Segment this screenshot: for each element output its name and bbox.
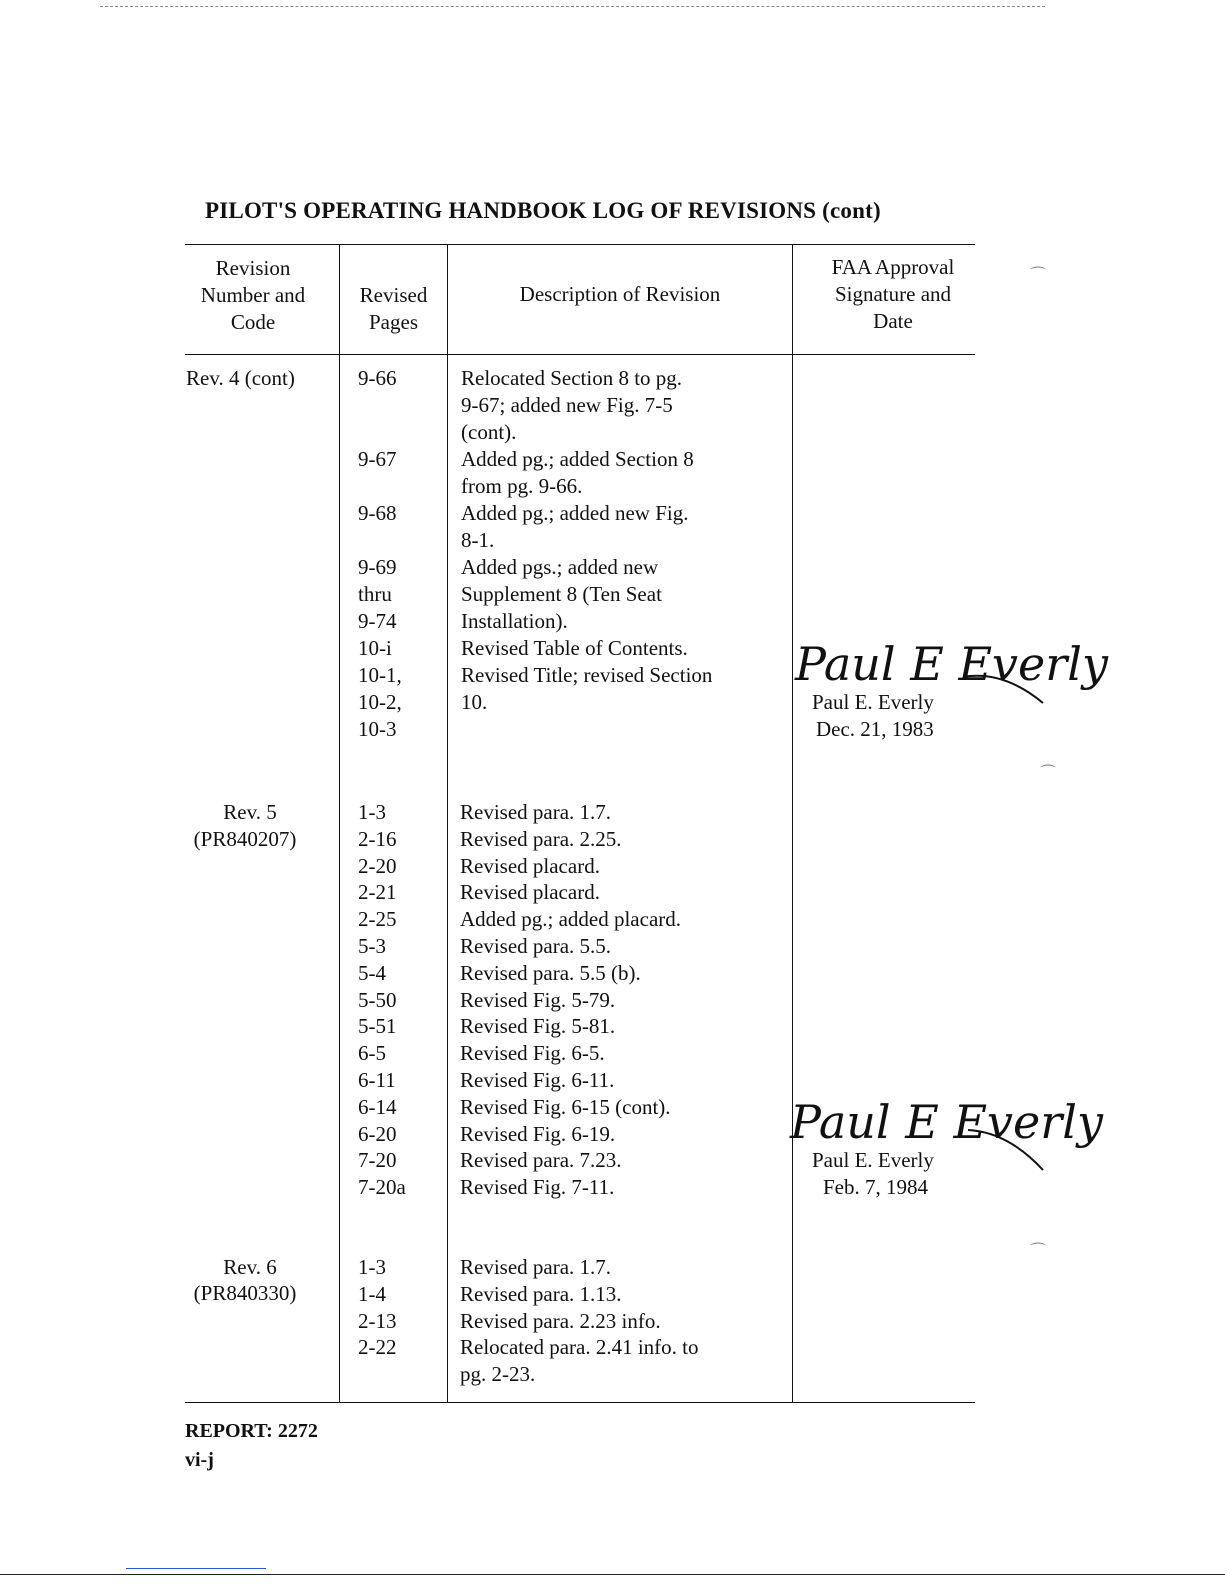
header-bottom-rule [185,354,975,355]
revised-page-entry: 2-16 [358,826,397,851]
revised-page-entry: 1-3 [358,800,386,824]
column-divider-2 [447,244,448,1402]
revision-description-line: Added pg.; added new Fig. [461,501,689,525]
rev5-approval-date: Feb. 7, 1984 [823,1175,928,1199]
scan-edge-bottom [0,1574,1225,1575]
revised-page-entry: 9-66 [358,366,397,390]
revision-description-line: Revised para. 7.23. [460,1148,622,1173]
revision-description-line: Revised para. 1.7. [460,800,612,824]
rev4-signer-name: Paul E. Everly [812,690,934,714]
rev4-label: Rev. 4 (cont) [186,366,295,390]
revision-description-line: Added pgs.; added new [461,555,659,579]
rev4-approval-date: Dec. 21, 1983 [816,717,934,741]
revised-page-entry: 10-i [358,636,392,660]
revision-description-line: Installation). [461,609,568,633]
revised-page-entry: 1-4 [358,1281,386,1306]
margin-mark-1: ⌒ [1030,267,1047,284]
revision-description-line: (cont). [461,420,517,444]
revised-page-entry: 9-74 [358,609,397,633]
revision-description-line: Revised Fig. 6-5. [460,1041,605,1066]
revised-page-entry: 9-68 [358,501,397,525]
revised-page-entry: 2-22 [358,1335,397,1360]
revision-description-line: Revised Table of Contents. [461,636,688,660]
signature-rev4-text: Paul E Everly [795,637,1108,691]
revised-page-entry: 6-14 [358,1094,397,1119]
revision-description-line: Revised para. 2.25. [460,826,622,851]
revised-page-entry: 9-69 [358,555,397,579]
margin-mark-3: ⌒ [1030,1243,1047,1260]
revised-page-entry: 5-51 [358,1014,397,1039]
revised-page-entry: 10-2, [358,690,402,714]
revision-description-line: Added pg.; added Section 8 [461,447,694,471]
revision-description-line: Revised para. 5.5. [460,934,612,958]
column-divider-3 [792,244,793,1402]
revised-page-entry: 5-3 [358,934,386,958]
revision-description-line: Revised Fig. 7-11. [460,1175,615,1200]
rev6-label-number: Rev. 6 [223,1255,277,1279]
revision-description-line: from pg. 9-66. [461,474,583,498]
table-bottom-rule [185,1402,975,1403]
column-divider-1 [339,244,340,1402]
revision-description-line: Revised Title; revised Section [461,663,713,687]
revised-page-entry: 6-20 [358,1121,397,1146]
header-revised-pages: Revised Pages [359,283,428,334]
revision-description-line: Revised placard. [460,880,600,905]
revision-description-line: Supplement 8 (Ten Seat [461,582,662,606]
revised-page-entry: 2-13 [358,1308,397,1333]
revision-description-line: Revised Fig. 6-11. [460,1068,615,1092]
header-description: Description of Revision [519,282,721,306]
revision-description-line: 10. [461,690,488,714]
rev5-label-number: Rev. 5 [223,800,277,824]
revision-description-line: Revised para. 5.5 (b). [460,960,641,985]
revision-description-line: Revised placard. [460,853,600,878]
header-revision-number: Revision Number and Code [200,256,306,334]
revision-description-line: Revised para. 1.7. [460,1255,612,1279]
revision-description-line: Added pg.; added placard. [460,907,682,932]
page-title: PILOT'S OPERATING HANDBOOK LOG OF REVISIONS (cont) [205,198,881,223]
revised-page-entry: 6-5 [358,1041,386,1066]
rev5-label-code: (PR840207) [193,827,297,851]
revised-page-entry: 7-20 [358,1148,397,1173]
page-number: vi-j [185,1449,214,1471]
revision-description-line: 9-67; added new Fig. 7-5 [461,393,673,417]
revised-page-entry: 10-3 [358,717,397,741]
scan-edge-top [100,6,1045,7]
revised-page-entry: 2-20 [358,853,397,878]
revision-description-line: Revised Fig. 6-15 (cont). [460,1094,671,1119]
header-faa-approval: FAA Approval Signature and Date [831,255,955,333]
revision-description-line: Revised Fig. 5-79. [460,987,616,1012]
revised-page-entry: thru [358,582,392,606]
revised-page-entry: 1-3 [358,1255,386,1279]
revision-description-line: Revised Fig. 6-19. [460,1121,616,1146]
revised-page-entry: 5-50 [358,987,397,1012]
scan-edge-link [126,1568,266,1569]
revision-description-line: Revised Fig. 5-81. [460,1014,616,1039]
revision-description-line: pg. 2-23. [460,1362,536,1387]
rev6-label-code: (PR840330) [193,1281,297,1305]
revision-description-line: Revised para. 2.23 info. [460,1308,661,1333]
revised-page-entry: 2-25 [358,907,397,932]
table-top-rule [185,244,975,245]
revised-page-entry: 5-4 [358,960,386,985]
revision-description-line: Relocated para. 2.41 info. to [460,1335,699,1360]
revision-description-line: Revised para. 1.13. [460,1281,622,1306]
revision-description-line: Relocated Section 8 to pg. [461,366,683,390]
revised-page-entry: 6-11 [358,1068,396,1092]
margin-mark-2: ⌒ [1040,765,1057,782]
revised-page-entry: 2-21 [358,880,397,905]
revised-page-entry: 7-20a [358,1175,406,1200]
revised-page-entry: 9-67 [358,447,397,471]
revised-page-entry: 10-1, [358,663,402,687]
signature-rev5-text: Paul E Everly [790,1095,1103,1149]
rev5-signer-name: Paul E. Everly [812,1148,934,1172]
report-number: REPORT: 2272 [185,1420,318,1442]
revision-description-line: 8-1. [461,528,495,552]
